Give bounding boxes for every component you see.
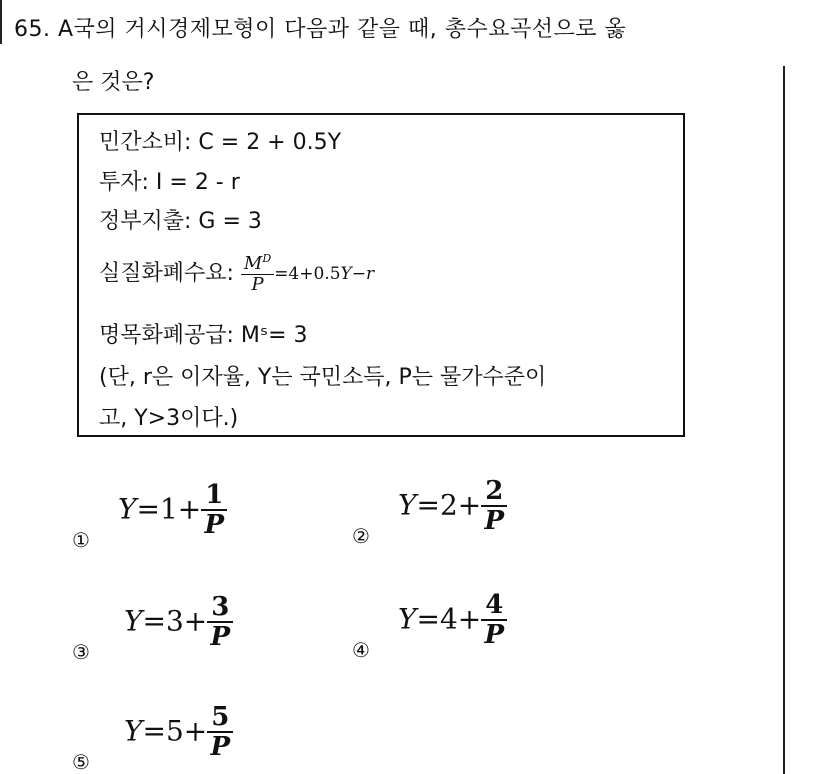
note-line2: 고, Y>3이다.) [99, 406, 239, 431]
choice-formula [398, 592, 507, 650]
formula-fraction [207, 704, 233, 762]
formula-lhs: Y [118, 492, 137, 526]
fraction-denominator: P [210, 622, 231, 653]
model-box [77, 113, 685, 437]
choice-number-mark: ① [72, 528, 90, 552]
formula-lhs: Y [124, 714, 143, 748]
choice-number-mark: ⑤ [72, 750, 90, 774]
fraction-numerator: 3 [207, 594, 233, 623]
fraction-numerator: 5 [207, 704, 233, 733]
choice-formula [398, 478, 507, 536]
formula-constant: =1+ [136, 492, 202, 526]
question-text-line1: 65. A국의 거시경제모형이 다음과 같을 때, 총수요곡선으로 옳 [14, 17, 627, 42]
fraction-numerator: 2 [481, 478, 507, 507]
right-column-rule [783, 66, 785, 774]
fraction-denominator: P [484, 506, 505, 537]
fraction-denominator: P [210, 732, 231, 763]
fraction-numerator: 4 [481, 592, 507, 621]
left-margin-rule [0, 0, 2, 44]
money-demand-superscript: D [262, 252, 272, 265]
formula-fraction [207, 594, 233, 652]
money-demand-equation [99, 253, 374, 295]
fraction-denominator: P [484, 620, 505, 651]
choice-formula [124, 594, 233, 652]
money-supply-equation: 명목화폐공급: Mˢ= 3 [99, 323, 308, 348]
choice-number-mark: ④ [352, 638, 370, 662]
fraction-numerator: 1 [201, 482, 227, 511]
formula-constant: =4+ [416, 602, 482, 636]
choice-number-mark: ② [352, 524, 370, 548]
formula-constant: =2+ [416, 488, 482, 522]
formula-constant: =3+ [142, 604, 208, 638]
choice-number-mark: ③ [72, 640, 90, 664]
money-demand-rhs [274, 264, 374, 284]
investment-equation: 투자: I = 2 - r [99, 170, 240, 195]
formula-fraction [201, 482, 227, 540]
formula-constant: =5+ [142, 714, 208, 748]
money-demand-rhs-y: Y [340, 263, 352, 284]
money-demand-rhs-prefix: =4+0.5 [274, 263, 341, 284]
formula-lhs: Y [398, 488, 417, 522]
question-text-line2: 은 것은? [72, 70, 155, 95]
money-demand-rhs-minus: − [351, 263, 367, 284]
formula-fraction [481, 478, 507, 536]
money-demand-numerator: M [243, 253, 263, 274]
note-line1: (단, r은 이자율, Y는 국민소득, P는 물가수준이 [99, 365, 547, 390]
consumption-equation: 민간소비: C = 2 + 0.5Y [99, 130, 342, 155]
money-demand-rhs-r: r [366, 263, 375, 284]
formula-lhs: Y [124, 604, 143, 638]
formula-fraction [481, 592, 507, 650]
choice-formula [118, 482, 227, 540]
fraction-denominator: P [204, 510, 225, 541]
government-equation: 정부지출: G = 3 [99, 209, 262, 234]
money-demand-label: 실질화폐수요: [99, 260, 241, 286]
money-demand-fraction [241, 253, 274, 295]
formula-lhs: Y [398, 602, 417, 636]
choice-formula [124, 704, 233, 762]
money-demand-denominator: P [251, 273, 264, 295]
